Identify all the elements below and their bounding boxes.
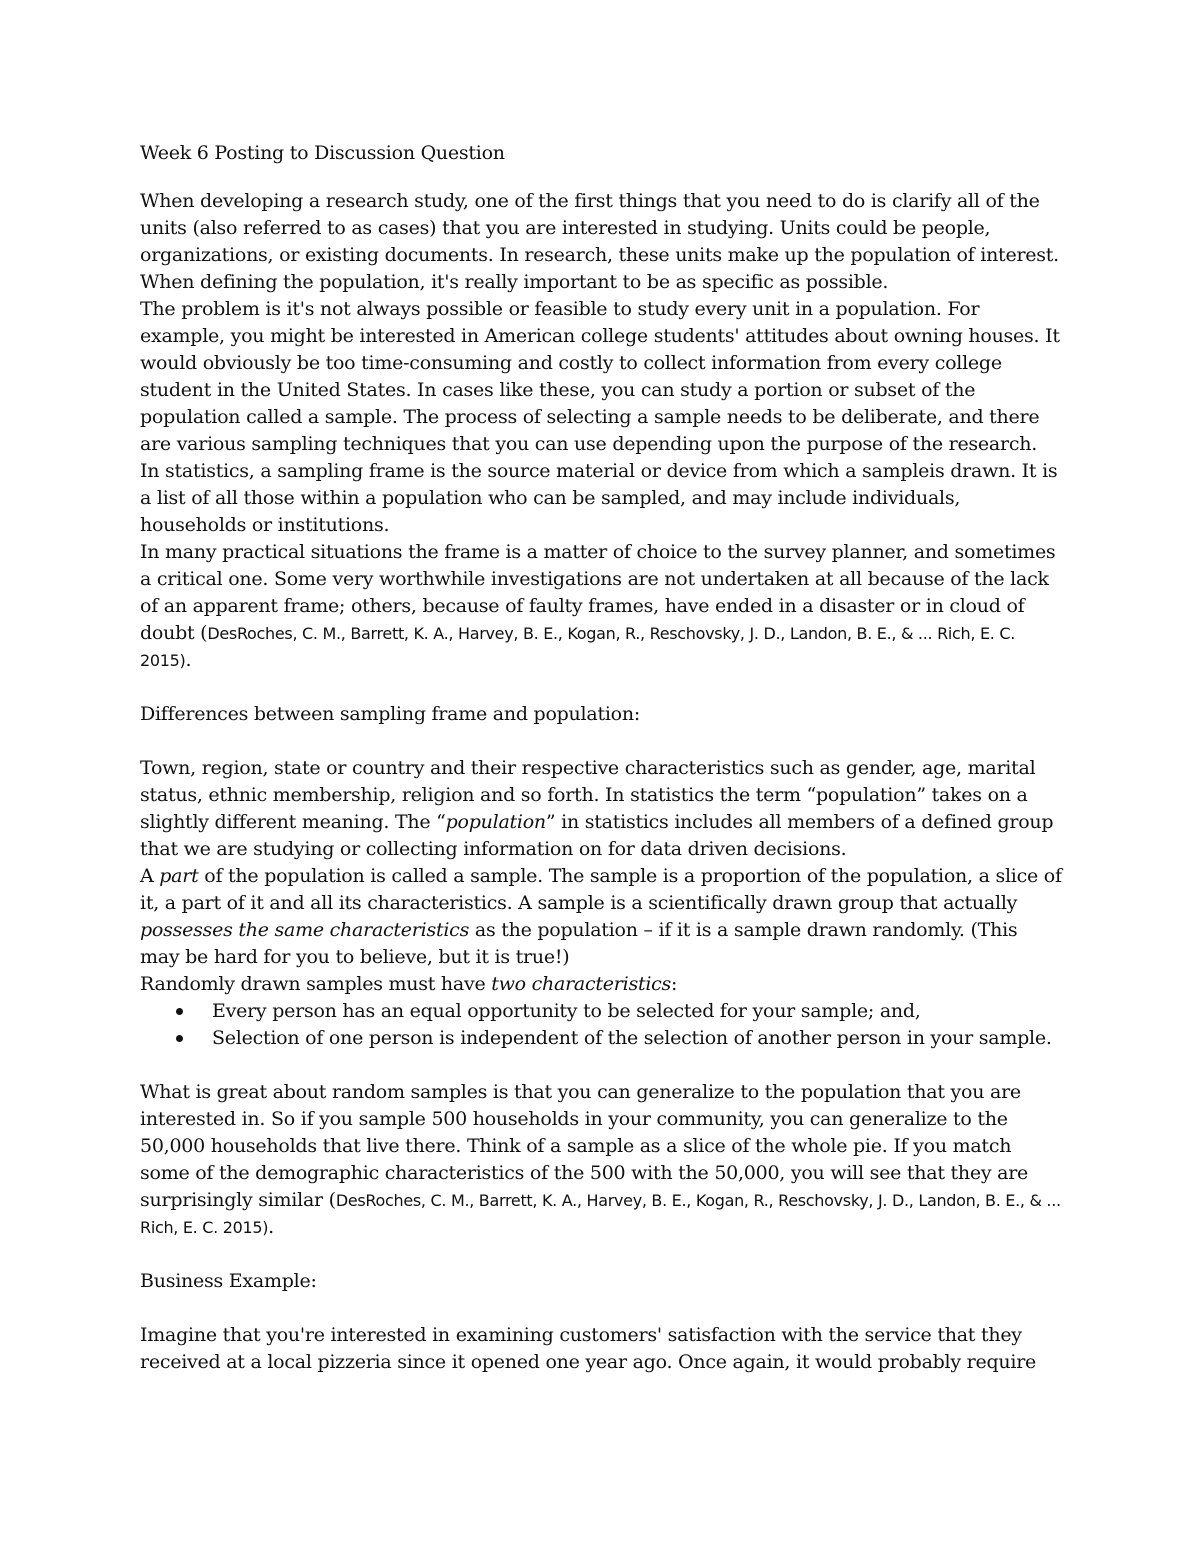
- paragraph-text: A: [140, 865, 160, 887]
- citation: DesRoches, C. M., Barrett, K. A., Harvey, B. E., Kogan, R., Reschovsky, J. D., Landon, B. E., & ... Rich, E. C. 2015): [140, 1191, 1061, 1237]
- paragraph-generalize: [140, 1079, 1062, 1241]
- bullet-list: [140, 998, 1062, 1052]
- paragraph-text-end: .: [268, 1216, 274, 1238]
- paragraph-text: of the population is called a sample. The sample is a proportion of the population, a slice of it, a part of it and all its characteristics. A sample is a scientifically drawn group that actually: [140, 865, 1062, 914]
- paragraph-text: ” in statistics includes all members of a defined group that we are studying or collecting information on for data driven decisions.: [140, 811, 1054, 860]
- emphasis-text: part: [159, 865, 199, 887]
- paragraph-text-end: .: [185, 649, 192, 671]
- heading-differences: Differences between sampling frame and population:: [140, 703, 640, 725]
- emphasis-text: population: [445, 811, 546, 833]
- heading-business-example: Business Example:: [140, 1270, 317, 1292]
- paragraph-sampling-problem: The problem is it's not always possible or feasible to study every unit in a population. For example, you might be interested in American college students' attitudes about owning houses. It would obviously be too time-consuming and costly to collect information from every college student in the United States. In cases like these, you can study a portion or subset of the population called a sample. The process of selecting a sample needs to be deliberate, and there are various sampling techniques that you can use depending upon the purpose of the research.: [140, 298, 1060, 455]
- document-body: [140, 140, 1062, 1376]
- emphasis-text: two characteristics: [491, 973, 672, 995]
- paragraph-text: Randomly drawn samples must have: [140, 973, 492, 995]
- paragraph-random-samples: [140, 971, 1062, 998]
- citation: DesRoches, C. M., Barrett, K. A., Harvey, B. E., Kogan, R., Reschovsky, J. D., Landon, B. E., & ... Rich, E. C. 2015): [140, 624, 1015, 670]
- paragraph-text: What is great about random samples is that you can generalize to the population that you are interested in. So if you sample 500 households in your community, you can generalize to the 50,000 households that live there. Think of a sample as a slice of the whole pie. If you match some of the demographic characteristics of the 500 with the 50,000, you will see that they are surprisingly similar (: [140, 1081, 1029, 1211]
- paragraph-text: :: [671, 973, 678, 995]
- paragraph-units: When developing a research study, one of the first things that you need to do is clarify all of the units (also referred to as cases) that you are interested in studying. Units could be people, organizations, or existing documents. In research, these units make up the population of interest. When defining the population, it's really important to be as specific as possible.: [140, 190, 1059, 293]
- paragraph-sample: [140, 863, 1062, 971]
- list-item: [140, 998, 1062, 1025]
- paragraph-text: Town, region, state or country and their respective characteristics such as gender, age, marital status, ethnic membership, religion and so forth. In statistics the term “population” takes on a slightly different meaning. The “: [140, 757, 1036, 833]
- list-item: [140, 1025, 1062, 1052]
- paragraph-text: as the population – if it is a sample drawn randomly. (This may be hard for you to believe, but it is true!): [140, 919, 1018, 968]
- paragraph-practical-situations: [140, 539, 1062, 674]
- bullet-icon: [176, 1008, 183, 1015]
- paragraph-text: In many practical situations the frame is a matter of choice to the survey planner, and sometimes a critical one. Some very worthwhile investigations are not undertaken at all because of the lack of an apparent frame; others, because of faulty frames, have ended in a disaster or in cloud of doubt (: [140, 541, 1056, 644]
- paragraph-population: [140, 755, 1062, 863]
- emphasis-text: possesses the same characteristics: [140, 919, 470, 941]
- document-title: Week 6 Posting to Discussion Question: [140, 142, 505, 164]
- paragraph-pizzeria: Imagine that you're interested in examining customers' satisfaction with the service that they received at a local pizzeria since it opened one year ago. Once again, it would probably require: [140, 1324, 1037, 1373]
- paragraph-sampling-frame: In statistics, a sampling frame is the source material or device from which a sampleis drawn. It is a list of all those within a population who can be sampled, and may include individuals, households or institutions.: [140, 460, 1058, 536]
- bullet-icon: [176, 1035, 183, 1042]
- list-item-text: Every person has an equal opportunity to be selected for your sample; and,: [212, 1000, 921, 1022]
- list-item-text: Selection of one person is independent of the selection of another person in your sample.: [212, 1027, 1052, 1049]
